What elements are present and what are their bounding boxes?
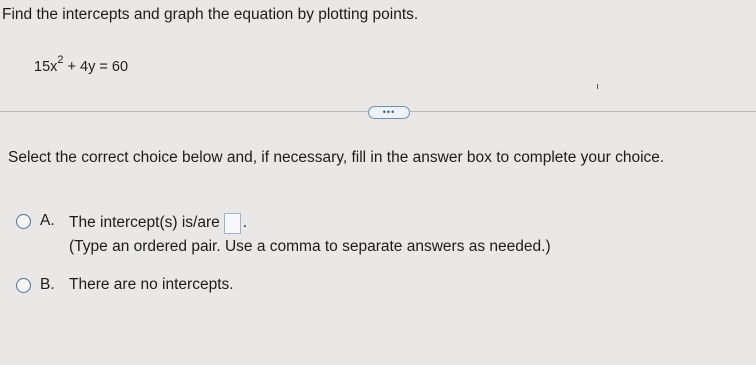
choice-a-radio[interactable] (16, 214, 31, 229)
instruction-text: Select the correct choice below and, if necessary, fill in the answer box to complete your choice. (8, 149, 665, 166)
equation (34, 56, 128, 75)
equation-coefficient: 15x (34, 58, 58, 75)
choice-a-hint: (Type an ordered pair. Use a comma to separate answers as needed.) (69, 238, 551, 255)
equation-rest: + 4y = 60 (63, 58, 129, 75)
question-title: Find the intercepts and graph the equation by plotting points. (2, 6, 419, 23)
choice-a[interactable] (16, 212, 551, 256)
cursor-mark (597, 84, 598, 89)
choice-a-line (69, 212, 551, 233)
choice-b[interactable] (16, 276, 234, 294)
choice-b-text: There are no intercepts. (69, 276, 234, 293)
equation-exponent: 2 (57, 54, 64, 66)
choice-b-radio[interactable] (16, 278, 31, 293)
choice-a-text: The intercept(s) is/are (69, 213, 220, 231)
more-button[interactable]: ••• (368, 106, 410, 119)
choice-a-period: . (242, 213, 248, 231)
answer-box[interactable] (224, 213, 241, 234)
choice-b-letter: B. (40, 276, 55, 293)
choice-a-letter: A. (40, 212, 55, 229)
choice-a-body (69, 212, 551, 256)
